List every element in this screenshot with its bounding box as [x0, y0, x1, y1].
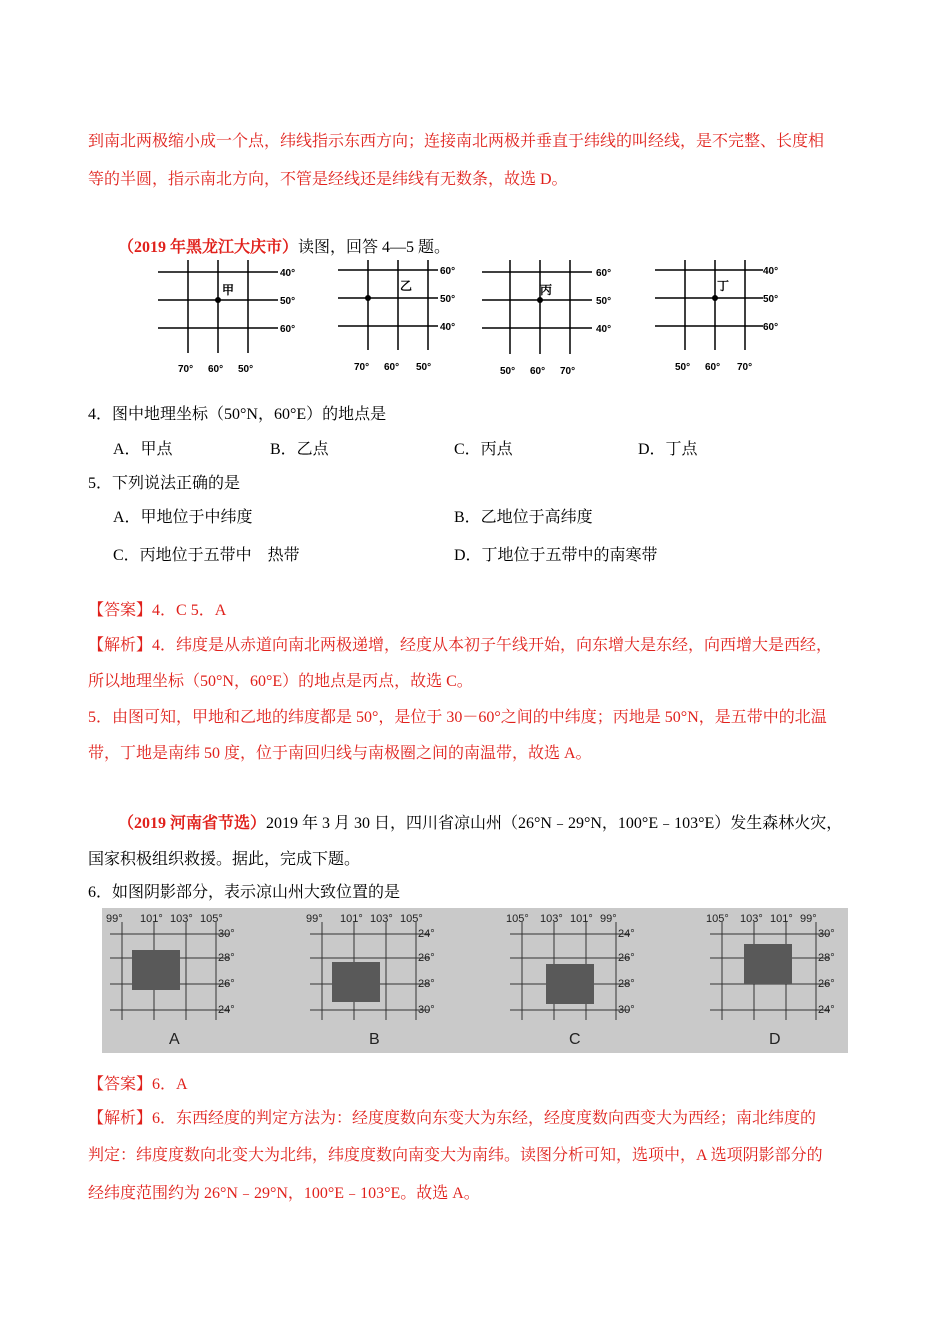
lon-label: 105°: [400, 913, 423, 925]
question-intro-text: 2019 年 3 月 30 日，四川省凉山州（26°N﹣29°N，100°E﹣103°E）发生森林火灾，: [266, 815, 843, 832]
question-6-stem: 6．如图阴影部分，表示凉山州大致位置的是: [88, 884, 401, 901]
lat-label: 24°: [418, 928, 435, 940]
answer-4-5: [88, 597, 226, 620]
question-source: （2019 河南省节选）: [118, 815, 267, 832]
lat-label: 30°: [618, 1004, 635, 1016]
lat-label: 24°: [218, 1004, 235, 1016]
lat-label: 50°: [763, 294, 779, 305]
lat-label: 28°: [418, 978, 435, 990]
lon-label: 60°: [530, 366, 546, 377]
lon-label: 105°: [706, 913, 729, 925]
question-intro: [118, 234, 450, 257]
grid-panel-bing: [482, 260, 611, 377]
explanation-line: 等的半圆，指示南北方向，不管是经线还是纬线有无数条，故选 D。: [88, 171, 568, 188]
explanation-line: 到南北两极缩小成一个点，纬线指示东西方向；连接南北两极并垂直于纬线的叫经线，是不完整、长度相: [88, 133, 825, 150]
analysis-4-5-line: [88, 632, 832, 655]
lat-label: 24°: [818, 1004, 835, 1016]
option-label: D: [769, 1031, 781, 1048]
lat-label: 30°: [418, 1004, 435, 1016]
lon-label: 105°: [506, 913, 529, 925]
lat-label: 26°: [818, 978, 835, 990]
analysis-6-line: 判定：纬度度数向北变大为北纬，纬度度数向南变大为南纬。读图分析可知，选项中，A 选项阴影部分的: [88, 1147, 823, 1164]
lon-label: 50°: [675, 362, 691, 373]
lat-label: 24°: [618, 928, 635, 940]
analysis-4-5-line: 所以地理坐标（50°N，60°E）的地点是丙点，故选 C。: [88, 673, 473, 690]
lon-label: 99°: [800, 913, 817, 925]
lon-label: 70°: [178, 364, 194, 375]
lon-label: 99°: [306, 913, 323, 925]
lat-label: 30°: [818, 928, 835, 940]
question-6-intro: [118, 810, 842, 833]
lat-label: 28°: [818, 952, 835, 964]
lat-label: 26°: [218, 978, 235, 990]
lat-label: 60°: [280, 324, 296, 335]
option-label: B: [369, 1031, 380, 1048]
question-intro-text: 读图，回答 4—5 题。: [298, 239, 451, 256]
option-label: C: [569, 1031, 581, 1048]
lon-label: 101°: [570, 913, 593, 925]
lon-label: 60°: [208, 364, 224, 375]
answer-text: 4．C 5．A: [152, 602, 227, 619]
answer-tag: 【答案】: [88, 602, 153, 619]
answer-tag: 【答案】: [88, 1076, 153, 1093]
grid-panel-ding: [655, 260, 778, 373]
figure-background: [102, 908, 848, 1053]
question-4-stem: 4．图中地理坐标（50°N，60°E）的地点是: [88, 406, 387, 423]
lon-label: 101°: [340, 913, 363, 925]
lon-label: 99°: [106, 913, 123, 925]
lat-label: 30°: [218, 928, 235, 940]
question-5-option-b[interactable]: B．乙地位于高纬度: [454, 509, 593, 526]
analysis-text: 6．东西经度的判定方法为：经度度数向东变大为东经，经度度数向西变大为西经；南北纬度的: [152, 1110, 817, 1127]
lon-label: 70°: [560, 366, 576, 377]
point-label: 甲: [222, 283, 235, 297]
question-4-option-a[interactable]: A．甲点: [113, 441, 173, 458]
lon-label: 50°: [416, 362, 432, 373]
lon-label: 103°: [740, 913, 763, 925]
lon-label: 50°: [238, 364, 254, 375]
lon-label: 101°: [770, 913, 793, 925]
lon-label: 99°: [600, 913, 617, 925]
lat-label: 28°: [218, 952, 235, 964]
grid-figure-q4-5: [150, 258, 810, 378]
lat-label: 40°: [440, 322, 456, 333]
question-4-option-c[interactable]: C．丙点: [454, 441, 513, 458]
question-source: （2019 年黑龙江大庆市）: [118, 239, 299, 256]
lon-label: 103°: [540, 913, 563, 925]
lon-label: 60°: [384, 362, 400, 373]
point-label: 丁: [717, 279, 730, 293]
point-label: 丙: [540, 283, 553, 297]
lat-label: 28°: [618, 978, 635, 990]
question-5-option-a[interactable]: A．甲地位于中纬度: [113, 509, 253, 526]
lon-label: 103°: [370, 913, 393, 925]
question-4-option-d[interactable]: D．丁点: [638, 441, 698, 458]
analysis-tag: 【解析】: [88, 637, 153, 654]
analysis-4-5-line: 5．由图可知，甲地和乙地的纬度都是 50°，是位于 30－60°之间的中纬度；丙地是 50°N，是五带中的北温: [88, 709, 827, 726]
lon-label: 70°: [737, 362, 753, 373]
option-label: A: [169, 1031, 180, 1048]
question-6-intro-line: 国家积极组织救援。据此，完成下题。: [88, 851, 361, 868]
question-5-option-c[interactable]: C．丙地位于五带中 热带: [113, 547, 300, 564]
lon-label: 50°: [500, 366, 516, 377]
grid-panel-yi: [338, 260, 455, 373]
lon-label: 105°: [200, 913, 223, 925]
analysis-tag: 【解析】: [88, 1110, 153, 1127]
lat-label: 40°: [280, 268, 296, 279]
answer-text: 6．A: [152, 1076, 188, 1093]
lat-label: 60°: [440, 266, 456, 277]
lat-label: 60°: [596, 268, 612, 279]
point-label: 乙: [400, 279, 413, 293]
question-4-option-b[interactable]: B．乙点: [270, 441, 329, 458]
lat-label: 26°: [418, 952, 435, 964]
lat-label: 50°: [596, 296, 612, 307]
grid-figure-q6: [102, 908, 848, 1053]
question-5-option-d[interactable]: D．丁地位于五带中的南寒带: [454, 547, 658, 564]
lon-label: 103°: [170, 913, 193, 925]
analysis-4-5-line: 带，丁地是南纬 50 度，位于南回归线与南极圈之间的南温带，故选 A。: [88, 745, 592, 762]
lon-label: 101°: [140, 913, 163, 925]
analysis-text: 4．纬度是从赤道向南北两极递增，经度从本初子午线开始，向东增大是东经，向西增大是西经，: [152, 637, 833, 654]
analysis-6-line: [88, 1105, 816, 1128]
lat-label: 26°: [618, 952, 635, 964]
lat-label: 40°: [596, 324, 612, 335]
grid-panel-jia: [158, 260, 295, 375]
lat-label: 50°: [440, 294, 456, 305]
lat-label: 50°: [280, 296, 296, 307]
question-5-stem: 5．下列说法正确的是: [88, 475, 241, 492]
lat-label: 40°: [763, 266, 779, 277]
analysis-6-line: 经纬度范围约为 26°N﹣29°N，100°E﹣103°E。故选 A。: [88, 1185, 480, 1202]
lat-label: 60°: [763, 322, 779, 333]
lon-label: 60°: [705, 362, 721, 373]
lon-label: 70°: [354, 362, 370, 373]
answer-6: [88, 1071, 188, 1094]
